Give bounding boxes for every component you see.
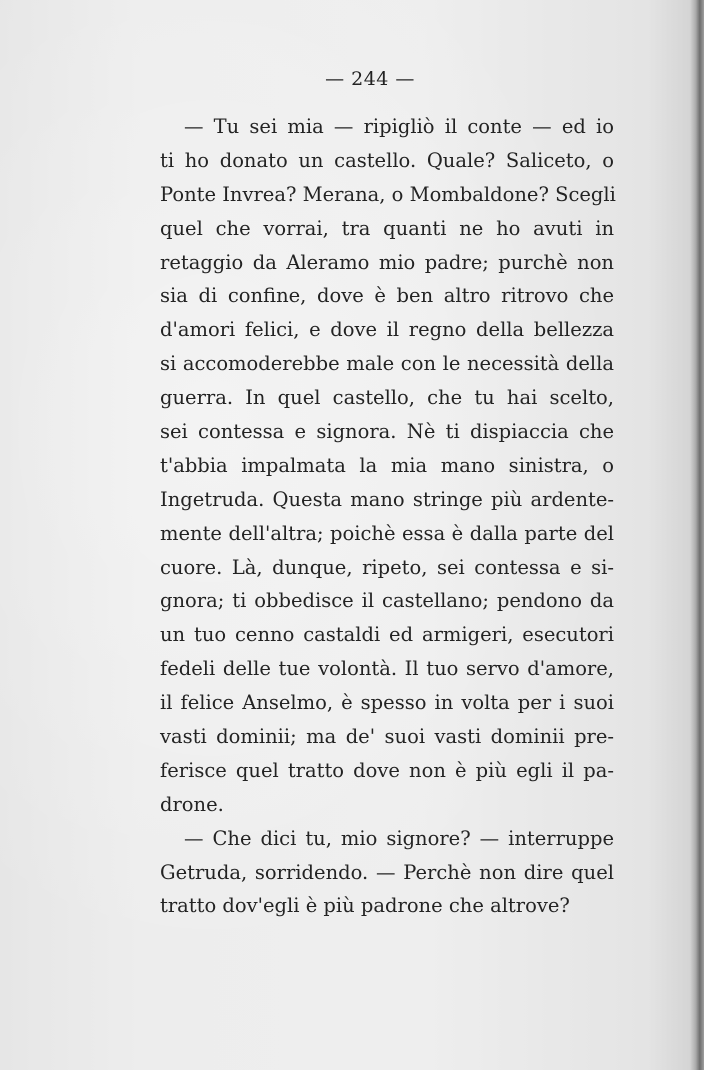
page-binding-shadow <box>690 0 704 1070</box>
text-line: un tuo cenno castaldi ed armigeri, esecutori <box>160 623 614 647</box>
text-line: Ponte Invrea? Merana, o Mombaldone? Scegli <box>160 182 616 206</box>
text-line: gnora; ti obbedisce il castellano; pendono da <box>160 589 614 613</box>
text-line: quel che vorrai, tra quanti ne ho avuti in <box>160 216 614 240</box>
text-line: ti ho donato un castello. Quale? Saliceto, o <box>160 148 614 172</box>
page-number: — 244 — <box>325 68 415 90</box>
text-line: cuore. Là, dunque, ripeto, sei contessa e si- <box>160 555 614 579</box>
text-line: mente dell'altra; poichè essa è dalla parte del <box>160 521 614 545</box>
text-line: si accomoderebbe male con le necessità della <box>160 352 614 376</box>
text-line: t'abbia impalmata la mia mano sinistra, o <box>160 453 614 477</box>
text-line: sia di confine, dove è ben altro ritrovo che <box>160 284 614 308</box>
text-line: — Che dici tu, mio signore? — interruppe <box>184 826 614 850</box>
text-line: tratto dov'egli è più padrone che altrove? <box>160 894 570 918</box>
text-line: guerra. In quel castello, che tu hai scelto, <box>160 386 614 410</box>
text-line: d'amori felici, e dove il regno della bellezza <box>160 318 614 342</box>
text-line: drone. <box>160 792 224 816</box>
text-line: sei contessa e signora. Nè ti dispiaccia che <box>160 420 614 444</box>
text-line: Getruda, sorridendo. — Perchè non dire quel <box>160 860 614 884</box>
text-line: vasti dominii; ma de' suoi vasti dominii pre- <box>160 725 614 749</box>
body-text <box>160 110 614 923</box>
text-line: retaggio da Aleramo mio padre; purchè non <box>160 250 614 274</box>
text-line: fedeli delle tue volontà. Il tuo servo d'amore, <box>160 657 614 681</box>
text-line: il felice Anselmo, è spesso in volta per i suoi <box>160 691 614 715</box>
text-line: Ingetruda. Questa mano stringe più ardente- <box>160 487 614 511</box>
text-line: — Tu sei mia — ripigliò il conte — ed io <box>184 115 614 138</box>
text-line: ferisce quel tratto dove non è più egli il pa- <box>160 758 614 782</box>
